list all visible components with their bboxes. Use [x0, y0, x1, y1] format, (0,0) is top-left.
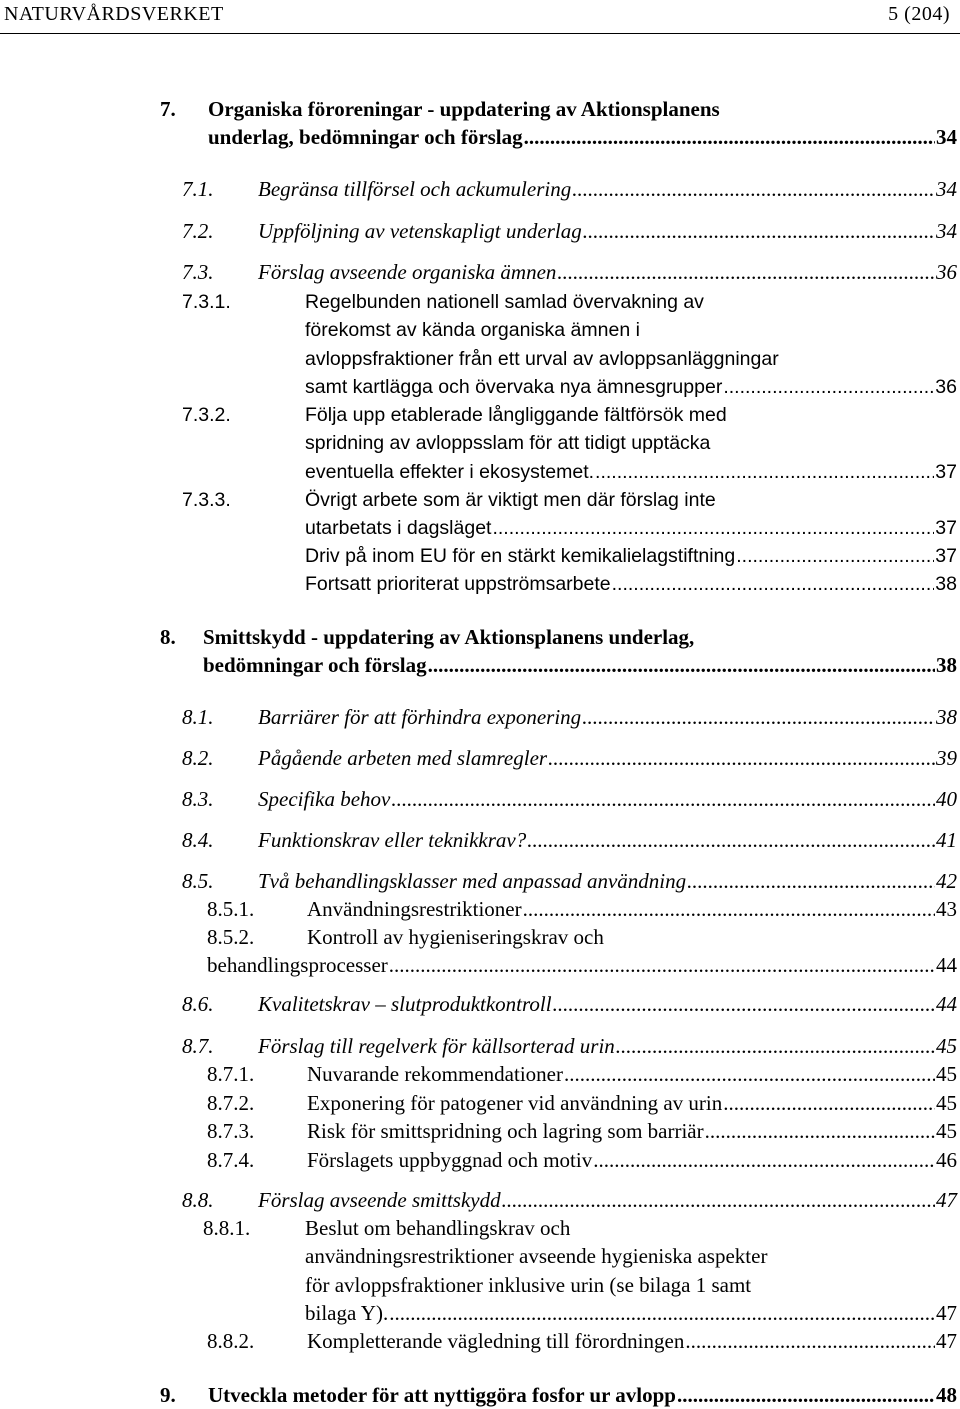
toc-entry-number: 7.3.1.	[182, 291, 231, 313]
toc-entry-title: Barriärer för att förhindra exponering	[258, 705, 582, 729]
toc-entry-number: 8.7.1.	[207, 1062, 255, 1086]
dot-leader	[705, 1117, 935, 1145]
dot-leader	[616, 1032, 935, 1060]
header-rule	[0, 33, 960, 34]
dot-leader	[428, 651, 935, 679]
dot-leader	[687, 867, 935, 895]
toc-entry-title: Risk för smittspridning och lagring som barriär	[307, 1119, 704, 1143]
toc-entry-page: 45	[936, 1091, 957, 1115]
toc-entry-title: Förslag avseende organiska ämnen	[258, 260, 557, 284]
toc-entry-page: 48	[936, 1383, 957, 1407]
toc-entry-number: 8.7.3.	[207, 1119, 255, 1143]
toc-entry-title: Exponering för patogener vid användning av urin	[307, 1091, 723, 1115]
toc-entry-number: 8.3.	[182, 787, 214, 811]
toc-entry-title: avloppsfraktioner från ett urval av avloppsanläggningar	[305, 347, 779, 370]
toc-entry-title: Användningsrestriktioner	[307, 897, 522, 921]
toc-entry-page: 45	[936, 1034, 957, 1058]
toc-entry-page: 34	[936, 219, 957, 243]
toc-entry-page: 47	[936, 1329, 957, 1353]
toc-entry-number: 8.2.	[182, 746, 214, 770]
dot-leader	[593, 1146, 935, 1174]
toc-entry-title: Regelbunden nationell samlad övervakning av	[305, 291, 704, 313]
dot-leader	[736, 542, 934, 570]
toc-entry-title: Två behandlingsklasser med anpassad användning	[258, 869, 687, 893]
toc-entry-page: 41	[936, 828, 957, 852]
toc-entry-title: underlag, bedömningar och förslag	[208, 125, 523, 150]
toc-entry-number: 7.1.	[182, 177, 214, 201]
toc-entry-number: 8.1.	[182, 705, 214, 729]
dot-leader	[582, 703, 935, 731]
toc-entry-page: 38	[935, 573, 957, 595]
toc-entry-page: 42	[936, 869, 957, 893]
toc-entry-number: 8.5.2.	[207, 925, 255, 949]
toc-entry-title: samt kartlägga och övervaka nya ämnesgrupper	[305, 375, 723, 398]
toc-entry-page: 38	[936, 705, 957, 729]
toc-entry-title: Nuvarande rekommendationer	[307, 1062, 563, 1086]
toc-entry-page: 46	[936, 1148, 957, 1172]
toc-entry-number: 7.2.	[182, 219, 214, 243]
running-header-page: 5 (204)	[888, 3, 950, 25]
dot-leader	[583, 217, 935, 245]
toc-entry-number: 8.5.	[182, 869, 214, 893]
toc-entry-title: Övrigt arbete som är viktigt men där förslag inte	[305, 489, 716, 511]
toc-entry-title: Beslut om behandlingskrav och	[305, 1216, 571, 1240]
dot-leader	[564, 1060, 935, 1088]
toc-entry-title: Driv på inom EU för en stärkt kemikalielagstiftning	[305, 545, 736, 567]
toc-entry-page: 36	[935, 375, 957, 398]
dot-leader	[389, 951, 935, 979]
toc-entry-title: Förslag till regelverk för källsorterad urin	[258, 1034, 615, 1058]
toc-entry-number: 8.7.	[182, 1034, 214, 1058]
dot-leader	[612, 570, 935, 598]
toc-entry-number: 8.7.2.	[207, 1091, 255, 1115]
toc-entry-page: 37	[935, 460, 957, 483]
toc-entry-page: 47	[936, 1300, 957, 1325]
dot-leader	[723, 373, 934, 401]
toc-entry-title: Följa upp etablerade långliggande fältförsök med	[305, 404, 727, 426]
dot-leader	[557, 258, 935, 286]
toc-entry-page: 38	[936, 653, 957, 678]
toc-entry-title: Förslagets uppbyggnad och motiv	[307, 1148, 593, 1172]
dot-leader	[527, 826, 935, 854]
toc-entry-title: Fortsatt prioriterat uppströmsarbete	[305, 573, 611, 595]
toc-entry-title: Pågående arbeten med slamregler	[258, 746, 548, 770]
toc-entry-number: 9.	[160, 1383, 176, 1407]
dot-leader	[553, 990, 935, 1018]
toc-entry-page: 34	[936, 125, 957, 150]
dot-leader	[572, 175, 935, 203]
toc-entry-title: behandlingsprocesser	[207, 953, 388, 978]
toc-entry-number: 8.	[160, 625, 176, 649]
toc-entry-page: 36	[936, 260, 957, 284]
dot-leader	[685, 1327, 935, 1355]
toc-entry-title: förekomst av kända organiska ämnen i	[305, 319, 640, 342]
toc-entry-page: 40	[936, 787, 957, 811]
toc-entry-title: bedömningar och förslag	[203, 653, 427, 678]
toc-entry-title: Kompletterande vägledning till förordningen	[307, 1329, 685, 1353]
toc-entry-page: 43	[936, 897, 957, 921]
toc-entry-number: 8.8.1.	[203, 1216, 251, 1240]
toc-entry-title: Utveckla metoder för att nyttiggöra fosfor ur avlopp	[208, 1383, 676, 1407]
dot-leader	[723, 1089, 935, 1117]
toc-entry-title: eventuella effekter i ekosystemet.	[305, 460, 595, 483]
toc-entry-number: 8.8.2.	[207, 1329, 255, 1353]
toc-entry-title: Funktionskrav eller teknikkrav?	[258, 828, 527, 852]
dot-leader	[548, 744, 935, 772]
dot-leader	[595, 458, 934, 486]
running-header-title: NATURVÅRDSVERKET	[4, 3, 224, 25]
dot-leader	[492, 514, 934, 542]
toc-entry-title: bilaga Y).	[305, 1300, 389, 1325]
toc-entry-title: Förslag avseende smittskydd	[258, 1188, 501, 1212]
toc-entry-number: 8.5.1.	[207, 897, 255, 921]
toc-entry-number: 8.8.	[182, 1188, 214, 1212]
dot-leader	[389, 1299, 935, 1327]
toc-entry-number: 8.4.	[182, 828, 214, 852]
dot-leader	[391, 785, 935, 813]
toc-entry-page: 47	[936, 1188, 957, 1212]
toc-entry-page: 39	[936, 746, 957, 770]
toc-entry-title: Kontroll av hygieniseringskrav och	[307, 925, 604, 949]
toc-entry-title: Uppföljning av vetenskapligt underlag	[258, 219, 582, 243]
toc-entry-title: användningsrestriktioner avseende hygieniska aspekter	[305, 1244, 768, 1269]
toc-entry-page: 44	[936, 953, 957, 978]
toc-entry-title: utarbetats i dagsläget	[305, 517, 492, 540]
toc-entry-number: 8.7.4.	[207, 1148, 255, 1172]
dot-leader	[524, 123, 935, 151]
toc-entry-number: 7.3.2.	[182, 404, 231, 426]
toc-entry-number: 8.6.	[182, 992, 214, 1016]
toc-entry-title: för avloppsfraktioner inklusive urin (se bilaga 1 samt	[305, 1272, 752, 1297]
toc-entry-page: 45	[936, 1119, 957, 1143]
toc-entry-title: Organiska föroreningar - uppdatering av Aktionsplanens	[208, 97, 720, 121]
toc-entry-page: 34	[936, 177, 957, 201]
toc-entry-number: 7.	[160, 97, 176, 121]
dot-leader	[523, 895, 935, 923]
toc-entry-page: 44	[936, 992, 957, 1016]
dot-leader	[677, 1381, 935, 1409]
toc-entry-page: 37	[935, 545, 957, 567]
toc-entry-title: Smittskydd - uppdatering av Aktionsplanens underlag,	[203, 625, 695, 649]
toc-entry-title: Begränsa tillförsel och ackumulering	[258, 177, 572, 201]
toc-entry-title: spridning av avloppsslam för att tidigt upptäcka	[305, 432, 711, 455]
toc-entry-page: 45	[936, 1062, 957, 1086]
toc-entry-number: 7.3.	[182, 260, 214, 284]
toc-entry-number: 7.3.3.	[182, 489, 231, 511]
toc-entry-title: Kvalitetskrav – slutproduktkontroll	[258, 992, 552, 1016]
toc-entry-page: 37	[935, 517, 957, 540]
dot-leader	[502, 1186, 935, 1214]
toc-entry-title: Specifika behov	[258, 787, 391, 811]
